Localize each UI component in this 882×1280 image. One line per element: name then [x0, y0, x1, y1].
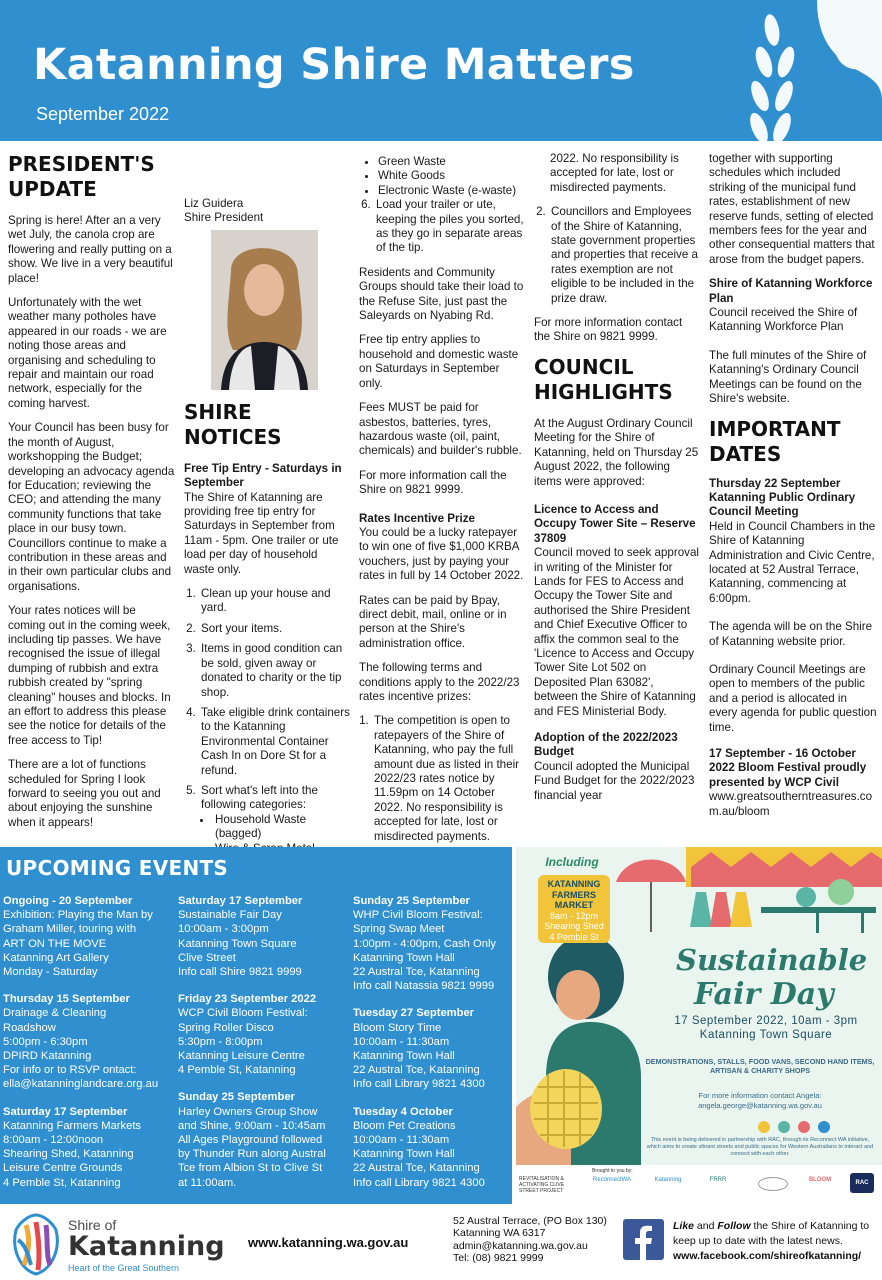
- event-detail: Katanning Town Square: [178, 937, 297, 950]
- footer: [0, 1204, 882, 1280]
- president-name: Liz Guidera: [184, 197, 244, 210]
- list-item: 4. Take eligible drink containers to the Katanning Environmental Container Cash In on Dore St for a refund.: [199, 706, 350, 778]
- poster-activities: DEMONSTRATIONS, STALLS, FOOD VANS, SECOND HAND ITEMS, ARTISAN & CHARITY SHOPS: [645, 1057, 875, 1075]
- residents-note: Residents and Community Groups should take their load to the Refuse Site, just past the Saleyards on Nyabing Rd.: [359, 265, 524, 323]
- including-label: Including: [545, 855, 599, 869]
- event-detail: Exhibition: Playing the Man by: [3, 909, 153, 922]
- footer-tagline: Heart of the Great Southern: [68, 1263, 180, 1273]
- event-detail: Bloom Story Time: [353, 1021, 442, 1034]
- address-line: 52 Austral Terrace, (PO Box 130): [453, 1215, 607, 1227]
- term-text: The competition is open to ratepayers of the Shire of Katanning, who pay the full amount due as listed in their 2022/23 rates notice by 11.59pm on 14 October 2022. No responsibility is accepted for late, lost or misdirected payments.: [374, 714, 520, 843]
- poster-partner-note: This event is being delivered in partnership with RAC, through its Reconnect WA initiative, which aims to create vibrant streets and public spaces for Western Australians to interact and connect with each other.: [646, 1137, 874, 1157]
- event-item: [353, 1105, 511, 1190]
- event-detail: Katanning Art Gallery: [3, 951, 109, 964]
- event-detail: Harley Owners Group Show: [178, 1105, 318, 1118]
- katanning-logo: Katanning: [654, 1177, 682, 1183]
- event-item: [3, 894, 175, 979]
- president-paragraph: There are a lot of functions scheduled for Spring I look forward to seeing you out and about enjoying the sunshine when it appears!: [8, 758, 161, 829]
- terms-list-cont: [549, 205, 700, 306]
- event-detail: 22 Austral Tce, Katanning: [353, 966, 480, 979]
- follow-rest: the Shire of Katanning to keep up to date with the latest news.: [673, 1220, 870, 1247]
- presidents-update-heading: PRESIDENT'S UPDATE: [8, 152, 155, 201]
- event-detail: Katanning Town Hall: [353, 951, 455, 964]
- list-item: • Household Waste (bagged): [213, 813, 350, 842]
- upcoming-events-heading: UPCOMING EVENTS: [6, 856, 229, 880]
- event-title: Tuesday 27 September: [353, 1007, 475, 1020]
- website-link[interactable]: www.katanning.wa.gov.au: [248, 1235, 409, 1250]
- footer-katanning: Katanning: [68, 1231, 225, 1262]
- column-3: [359, 155, 525, 843]
- event-detail: 22 Austral Tce, Katanning: [353, 1162, 480, 1175]
- poster-title-line1: Sustainable: [676, 943, 868, 977]
- event-detail: WHP Civil Bloom Festival:: [353, 909, 483, 922]
- event-title: Sunday 25 September: [353, 895, 470, 907]
- rates-contact: For more information contact the Shire on 9821 9999.: [534, 316, 683, 344]
- phone-number: Tel: (08) 9821 9999: [453, 1251, 544, 1264]
- council-meeting-text: Held in Council Chambers in the Shire of Katanning Administration and Civic Centre, located at 52 Austral Terrace, Katanning, commencing at 6:00pm.: [709, 519, 876, 605]
- president-title: Shire President: [184, 211, 264, 225]
- workforce-text: Council received the Shire of Katanning Workforce Plan: [709, 306, 858, 334]
- president-paragraph: Your Council has been busy for the month of August, workshopping the Budget; developing an advocacy agenda for Education; reviewing the CEO; and attending the many community functions that take place in our busy town. Councillors continue to make a contribution in these areas and in their own particular clubs and organisations.: [8, 421, 175, 593]
- event-item: [353, 1006, 511, 1091]
- and-word: and: [694, 1220, 718, 1232]
- event-title: Ongoing - 20 September: [3, 895, 133, 907]
- president-paragraph: Unfortunately with the wet weather many potholes have appeared in our roads - we are noting those areas and organising and scheduling to repair and maintain our road network, especially for the coming harvest.: [8, 296, 167, 410]
- event-detail: 22 Austral Tce, Katanning: [353, 1064, 480, 1077]
- rates-prize-heading: Rates Incentive Prize: [359, 511, 475, 525]
- list-item: • Electronic Waste (e-waste): [378, 184, 525, 198]
- event-detail: Drainage & Cleaning: [3, 1007, 107, 1020]
- event-detail: 8:00am - 12:00noon: [3, 1134, 104, 1147]
- waste-categories-list-cont: [378, 155, 525, 198]
- bloom-festival-link[interactable]: www.greatsoutherntreasures.com.au/bloom: [709, 790, 873, 818]
- event-detail: at 11:00am.: [178, 1176, 237, 1189]
- market-address: 4 Pemble St: [549, 931, 599, 942]
- president-photo: [211, 230, 318, 390]
- masthead: [0, 0, 882, 141]
- events-column-3: [353, 894, 511, 1203]
- like-word: Like: [673, 1220, 695, 1232]
- event-detail: Graham Miller, touring with: [3, 923, 137, 936]
- agenda-note: The agenda will be on the Shire of Katanning website prior.: [709, 620, 873, 648]
- important-dates-heading: IMPORTANT DATES: [709, 416, 841, 466]
- event-detail: Katanning Town Hall: [353, 1148, 455, 1161]
- event-detail: by Thunder Run along Austral: [178, 1148, 326, 1161]
- newsletter-title: Katanning Shire Matters: [33, 40, 635, 90]
- event-detail: Info call Shire 9821 9999: [178, 966, 302, 979]
- event-detail: Info call Library 9821 4300: [353, 1176, 485, 1189]
- sponsor-strip: [516, 1165, 882, 1204]
- list-item: [372, 714, 525, 843]
- event-title: Saturday 17 September: [3, 1105, 128, 1118]
- event-detail: Info call Natassia 9821 9999: [353, 980, 495, 993]
- terms-list: [372, 714, 525, 843]
- address-line: Katanning WA 6317: [453, 1227, 546, 1240]
- event-detail: 5:00pm - 6:30pm: [3, 1035, 88, 1048]
- events-column-1: [3, 894, 175, 1203]
- fees-note: Fees MUST be paid for asbestos, batteries, tyres, hazardous waste (oil, paint, chemicals) and builder's rubble.: [359, 401, 522, 458]
- event-detail: 1:00pm - 4:00pm, Cash Only: [353, 937, 497, 950]
- budget-text-cont: together with supporting schedules which included striking of the municipal fund rates, establishment of new reserve funds, setting of elected members fees for the year and other consequential matters that arose from the budget papers.: [709, 152, 875, 266]
- column-4: [534, 152, 700, 813]
- frrr-logo: FRRR: [709, 1177, 727, 1183]
- rac-logo: RAC: [850, 1173, 874, 1193]
- poster-title-line2: Fair Day: [694, 977, 834, 1012]
- event-item: [353, 894, 511, 993]
- market-place: Shearing Shed: [544, 921, 604, 931]
- contact-address: [453, 1215, 607, 1264]
- event-detail: For info or to RSVP ontact:: [3, 1064, 137, 1077]
- poster-date: 17 September 2022, 10am - 3pm: [674, 1015, 858, 1027]
- event-title: Saturday 17 September: [178, 895, 303, 907]
- event-detail: 4 Pemble St, Katanning: [3, 1176, 121, 1189]
- term-continued: 2022. No responsibility is accepted for late, lost or misdirected payments.: [550, 152, 679, 194]
- event-detail: 10:00am - 3:00pm: [178, 923, 269, 936]
- upcoming-events: [0, 847, 512, 1204]
- column-2: [184, 155, 350, 880]
- event-detail: All Ages Playground followed: [178, 1134, 323, 1147]
- event-detail: Katanning Farmers Markets: [3, 1119, 142, 1132]
- event-detail: ART ON THE MOVE: [3, 937, 107, 950]
- sustainable-fair-day-poster: [516, 847, 882, 1204]
- email-link[interactable]: admin@katanning.wa.gov.au: [453, 1239, 588, 1252]
- crest-logo: [758, 1177, 788, 1191]
- facebook-icon[interactable]: [623, 1219, 664, 1260]
- more-info-note: For more information call the Shire on 9821 9999.: [359, 468, 507, 497]
- presidents-update: [8, 152, 175, 840]
- event-detail: Spring Roller Disco: [178, 1021, 274, 1034]
- poster-contact-label: For more information contact Angela:: [698, 1091, 822, 1100]
- event-detail: Clive Street: [178, 951, 236, 964]
- budget-heading: Adoption of the 2022/2023 Budget: [534, 731, 678, 759]
- follow-word: Follow: [717, 1220, 751, 1232]
- event-item: [178, 1090, 350, 1189]
- licence-heading: Licence to Access and Occupy Tower Site – Reserve 37809: [534, 502, 696, 545]
- president-paragraph: Spring is here! After an a very wet July, the canola crop are flowering and really putting on a show. We live in a very beautiful place!: [8, 214, 173, 285]
- event-detail: Monday - Saturday: [3, 966, 98, 979]
- event-title: Thursday 15 September: [3, 993, 130, 1006]
- event-item: [178, 992, 350, 1077]
- events-column-2: [178, 894, 350, 1203]
- event-detail: Spring Swap Meet: [353, 923, 445, 936]
- event-detail: Katanning Leisure Centre: [178, 1050, 305, 1063]
- list-item: 2. Councillors and Employees of the Shire of Katanning, state government properties and properties that receive a rates exemption are not eligible to be included in the prize draw.: [549, 205, 700, 306]
- event-detail: 4 Pemble St, Katanning: [178, 1064, 296, 1077]
- president-paragraph: Your rates notices will be coming out in the coming week, including tip passes. We have recognised the issue of illegal dumping of rubbish and extra rubbish created by "spring cleaning" houses and blocks. In an effort to address this please see the notice for details of the free access to Tip!: [8, 604, 171, 747]
- event-detail: 10:00am - 11:30am: [353, 1134, 450, 1147]
- shire-crest-icon: [6, 1210, 66, 1276]
- footer-shire-of: Shire of: [68, 1217, 117, 1233]
- event-detail: 5:30pm - 8:00pm: [178, 1035, 263, 1048]
- president-signature: [184, 197, 350, 226]
- event-detail: ella@katanninglandcare.org.au: [3, 1078, 159, 1091]
- brought-label: Brought to you by:: [592, 1168, 633, 1174]
- rates-payment: Rates can be paid by Bpay, direct debit, mail, online or in person at the Shire's administration office.: [359, 593, 507, 650]
- list-item: 3. Items in good condition can be sold, given away or donated to charity or the tip shop.: [199, 642, 350, 700]
- budget-text: Council adopted the Municipal Fund Budget for the 2022/2023 financial year: [534, 759, 695, 802]
- bloom-festival-heading: 17 September - 16 October 2022 Bloom Festival proudly presented by WCP Civil: [709, 747, 867, 789]
- event-detail: 10:00am - 11:30am: [353, 1035, 450, 1048]
- list-item: 2. Sort your items.: [199, 622, 350, 636]
- council-meeting-heading: Thursday 22 September Katanning Public Ordinary Council Meeting: [709, 476, 856, 519]
- project-label: REVITALISATION & ACTIVATING CLIVE STREET PROJECT: [519, 1176, 565, 1194]
- list-item: 1. Clean up your house and yard.: [199, 587, 350, 616]
- open-meeting-note: Ordinary Council Meetings are open to members of the public and a period is allocated in every agenda for public question time.: [709, 662, 877, 734]
- event-item: [178, 894, 350, 979]
- workforce-heading: Shire of Katanning Workforce Plan: [709, 277, 873, 305]
- event-detail: DPIRD Katanning: [3, 1050, 92, 1063]
- event-item: [3, 1105, 175, 1190]
- shire-notices-heading: SHIRE NOTICES: [184, 399, 282, 449]
- event-title: Sunday 25 September: [178, 1091, 295, 1104]
- event-detail: Shearing Shed, Katanning: [3, 1148, 134, 1161]
- event-detail: Katanning Town Hall: [353, 1050, 455, 1063]
- event-detail: Tce from Albion St to Clive St: [178, 1162, 323, 1175]
- free-tip-intro: The Shire of Katanning are providing free tip entry for Saturdays in September from 11am - 5pm. One trailer or ute load per day of household waste only.: [184, 490, 339, 576]
- ram-logo-icon: [642, 0, 882, 141]
- event-detail: Sustainable Fair Day: [178, 909, 282, 922]
- council-intro: At the August Ordinary Council Meeting for the Shire of Katanning, held on Thursday 25 August 2022, the following items were approved:: [534, 416, 699, 488]
- event-detail: Leisure Centre Grounds: [3, 1162, 123, 1175]
- market-title: KATANNING FARMERS MARKET: [547, 879, 601, 910]
- event-detail: and Shine, 9:00am - 10:45am: [178, 1119, 326, 1132]
- event-detail: WCP Civil Bloom Festival:: [178, 1007, 308, 1020]
- facebook-link[interactable]: www.facebook.com/shireofkatanning/: [673, 1249, 862, 1262]
- list-item: 6. Load your trailer or ute, keeping the piles you sorted, as they go in separate areas of the tip.: [374, 198, 525, 256]
- issue-date: September 2022: [36, 104, 170, 124]
- event-item: [3, 992, 175, 1091]
- licence-text: Council moved to seek approval in writing of the Minister for Lands for FES to Access and Occupy the Tower Site and authorised the Shire President and Chief Executive Officer to affix the common seal to the 'Licence to Access and Occupy Tower Site Lot 502 on Deposited Plan 63082', between the Shire of Katanning and FES Ministerial Body.: [534, 546, 699, 718]
- tip-steps-list: [199, 587, 350, 870]
- step-text: Sort what's left into the following categories:: [201, 783, 318, 812]
- rates-terms: The following terms and conditions apply to the 2022/23 rates incentive prizes:: [359, 661, 520, 703]
- list-item: • Green Waste: [378, 155, 525, 169]
- reconnectwa-logo: ReconnectWA: [592, 1177, 632, 1183]
- rates-prize-intro: You could be a lucky ratepayer to win one of five $1,000 KRBA vouchers, just by paying your rates in full by 14 October 2022.: [359, 525, 524, 583]
- market-time: 8am - 12pm: [549, 910, 599, 921]
- event-detail: Roadshow: [3, 1021, 56, 1034]
- event-detail: Info call Library 9821 4300: [353, 1078, 485, 1091]
- column-5: [709, 152, 877, 819]
- poster-contact-email[interactable]: angela.george@katanning.wa.gov.au: [698, 1101, 822, 1110]
- poster-venue: Katanning Town Square: [699, 1029, 833, 1041]
- event-title: Tuesday 4 October: [353, 1105, 453, 1118]
- free-tip-note: Free tip entry applies to household and domestic waste on Saturdays in September only.: [359, 333, 519, 390]
- council-highlights-heading: COUNCIL HIGHLIGHTS: [534, 354, 673, 404]
- minutes-note: The full minutes of the Shire of Katanning's Ordinary Council Meetings can be found on the Shire's website.: [709, 348, 867, 406]
- free-tip-heading: Free Tip Entry - Saturdays in September: [184, 461, 342, 490]
- list-item: • White Goods: [378, 169, 525, 183]
- event-title: Friday 23 September 2022: [178, 993, 317, 1006]
- bloom-logo: BLOOM: [808, 1177, 832, 1183]
- tip-steps-list-cont: [374, 198, 525, 256]
- facebook-follow-text: [673, 1219, 882, 1263]
- farmers-market-badge: [538, 875, 610, 943]
- event-detail: Bloom Pet Creations: [353, 1119, 456, 1132]
